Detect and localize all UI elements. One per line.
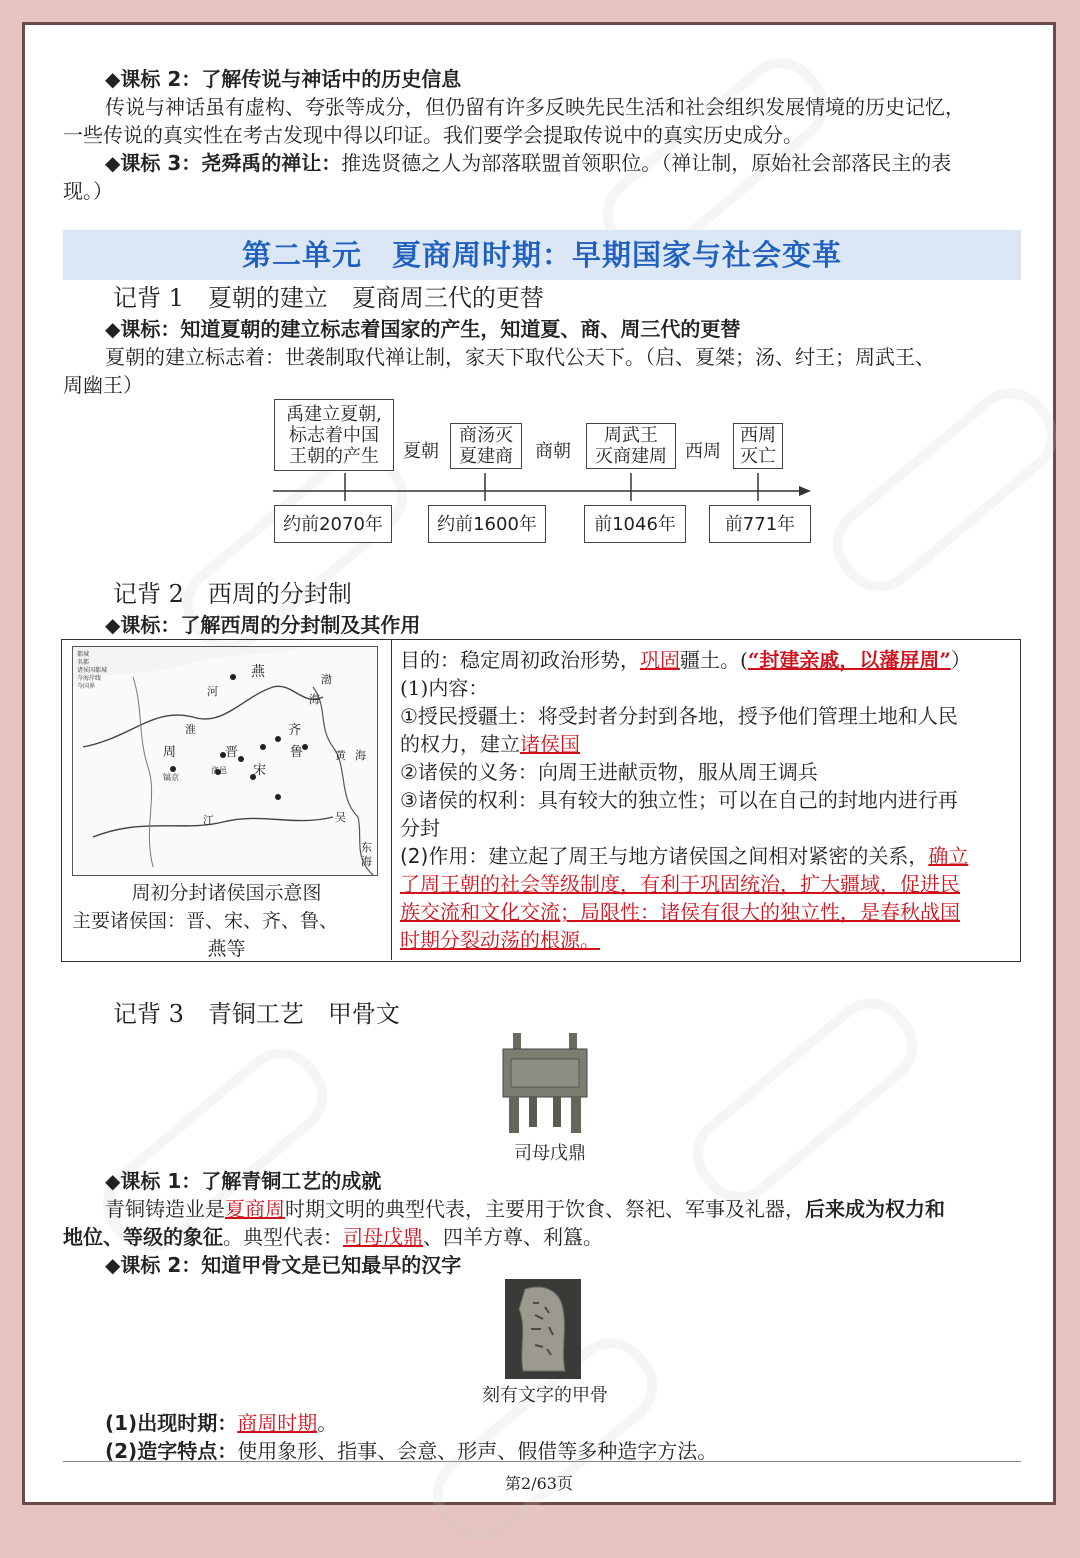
effect-line: (2)作用：建立起了周王与地方诸侯国之间相对紧密的关系，确立 [400, 844, 969, 868]
map-label: 海 [361, 855, 372, 868]
section-2-standard: ◆课标：了解西周的分封制及其作用 [105, 613, 421, 637]
date-label: 前771年 [709, 505, 811, 543]
content-item-3-cont: 分封 [400, 816, 440, 840]
content-item-3: ③诸侯的权利：具有较大的独立性；可以在自己的封地内进行再 [400, 788, 958, 812]
map-label: 晋 [225, 745, 239, 760]
section-1-text: 夏朝的建立标志着：世袭制取代禅让制，家天下取代公天下。（启、夏桀；汤、纣王；周武王、 [105, 345, 935, 369]
timeline-event-zhou: 周武王 灭商建周 [586, 423, 676, 469]
content-item-2: ②诸侯的义务：向周王进献贡物，服从周王调兵 [400, 760, 818, 784]
section-3-standard-1: ◆课标 1：了解青铜工艺的成就 [105, 1169, 382, 1193]
ding-caption: 司母戊鼎 [514, 1143, 586, 1164]
section-1-text-2: 周幽王） [63, 373, 143, 397]
main-states-label: 主要诸侯国：晋、宋、齐、鲁、 [72, 910, 339, 932]
footer-divider [63, 1461, 1021, 1462]
map-label: 淮 [185, 723, 196, 736]
timeline-event-shang: 商汤灭 夏建商 [450, 423, 522, 469]
map-label: 渤 [321, 673, 332, 686]
date-label: 约前2070年 [274, 505, 392, 543]
map-caption: 周初分封诸侯国示意图 [131, 882, 322, 904]
bronze-text-2: 地位、等级的象征。典型代表：司母戊鼎、四羊方尊、利簋。 [63, 1225, 603, 1249]
map-label: 周 [163, 745, 177, 760]
purpose-keyword: 巩固 [640, 648, 680, 672]
map-label: 海 [355, 749, 366, 762]
standard-2-title: ◆课标 2：了解传说与神话中的历史信息 [105, 67, 462, 91]
standard-3-text: 推选贤德之人为部落联盟首领职位。（禅让制，原始社会部落民主的表 [341, 151, 952, 175]
shang-zhou-keyword: 商周时期 [237, 1411, 318, 1435]
effect-red-1: 了周王朝的社会等级制度，有利于巩固统治，扩大疆域，促进民 [400, 872, 960, 896]
oracle-period: (1)出现时期：商周时期。 [105, 1411, 338, 1435]
content-title: (1)内容： [400, 676, 489, 700]
timeline-event-fall: 西周 灭亡 [733, 423, 783, 469]
table-divider [391, 640, 392, 960]
feudal-system-table [61, 639, 1021, 962]
zhou-map [72, 646, 378, 876]
bronze-ding-image [495, 1029, 595, 1137]
map-label: 吴 [335, 811, 346, 824]
map-label: 海 [309, 693, 320, 706]
effect-red-3: 时期分裂动荡的根源。 [400, 928, 600, 952]
section-1-standard: ◆课标：知道夏朝的建立标志着国家的产生，知道夏、商、周三代的更替 [105, 317, 741, 341]
map-label: 鲁 [290, 745, 304, 760]
purpose-line: 目的：稳定周初政治形势，巩固疆土。(“封建亲戚，以藩屏周”） [400, 648, 971, 672]
timeline-event-xia: 禹建立夏朝, 标志着中国 王朝的产生 [274, 399, 394, 471]
standard-3-text-2: 现。） [63, 179, 113, 203]
vassal-states-keyword: 诸侯国 [520, 732, 580, 756]
map-label: 东 [361, 841, 372, 854]
ding-graphic [495, 1029, 595, 1137]
period-western-zhou: 西周 [685, 441, 721, 462]
content-item-1-cont: 的权力，建立诸侯国 [400, 732, 580, 756]
section-2-title: 记背 2 西周的分封制 [113, 580, 352, 608]
map-label: 齐 [288, 723, 302, 738]
date-label: 约前1600年 [428, 505, 546, 543]
map-label: 江 [203, 814, 214, 827]
map-label: 洛邑 [211, 766, 227, 775]
unit-banner [63, 230, 1021, 280]
oracle-features: (2)造字特点：使用象形、指事、会意、形声、假借等多种造字方法。 [105, 1439, 718, 1463]
simuwu-ding-keyword: 司母戊鼎 [343, 1225, 423, 1249]
watermark [816, 372, 1073, 608]
map-legend: 都城 名都 诸侯国都城 今海岸线 今国界 [77, 651, 108, 690]
section-3-title: 记背 3 青铜工艺 甲骨文 [113, 1000, 400, 1028]
effect-red-2: 族交流和文化交流；局限性：诸侯有很大的独立性，是春秋战国 [400, 900, 960, 924]
oracle-bone-graphic [505, 1279, 581, 1379]
standard-2-text-2: 一些传说的真实性在考古发现中得以印证。我们要学会提取传说中的真实历史成分。 [63, 123, 803, 147]
map-label: 黄 [335, 749, 346, 762]
xia-shang-zhou-keyword: 夏商周 [225, 1197, 285, 1221]
period-xia: 夏朝 [403, 441, 439, 462]
date-label: 前1046年 [584, 505, 686, 543]
content-item-1: ①授民授疆土：将受封者分封到各地，授予他们管理土地和人民 [400, 704, 958, 728]
map-label: 镐京 [163, 773, 179, 782]
oracle-bone-caption: 刻有文字的甲骨 [482, 1385, 608, 1406]
page-number: 第2/63页 [505, 1474, 573, 1493]
unit-title: 第二单元 夏商周时期：早期国家与社会变革 [241, 238, 842, 272]
map-label: 宋 [253, 763, 267, 778]
standard-3-title: ◆课标 3：尧舜禹的禅让： [105, 151, 342, 175]
section-3-standard-2: ◆课标 2：知道甲骨文是已知最早的汉字 [105, 1253, 462, 1277]
watermark [676, 982, 933, 1218]
period-shang: 商朝 [535, 441, 571, 462]
purpose-quote: “封建亲戚，以藩屏周” [747, 648, 951, 672]
document-page [22, 22, 1056, 1505]
map-label: 燕 [251, 664, 265, 680]
main-states-label-2: 燕等 [207, 938, 246, 960]
standard-3 [105, 149, 951, 177]
map-label: 河 [207, 685, 218, 698]
standard-2-text: 传说与神话虽有虚构、夸张等成分，但仍留有许多反映先民生活和社会组织发展情境的历史记忆， [105, 95, 965, 119]
oracle-bone-image [505, 1279, 581, 1379]
bronze-text-1: 青铜铸造业是夏商周时期文明的典型代表，主要用于饮食、祭祀、军事及礼器，后来成为权力和 [105, 1197, 945, 1221]
section-1-title: 记背 1 夏朝的建立 夏商周三代的更替 [113, 284, 544, 312]
